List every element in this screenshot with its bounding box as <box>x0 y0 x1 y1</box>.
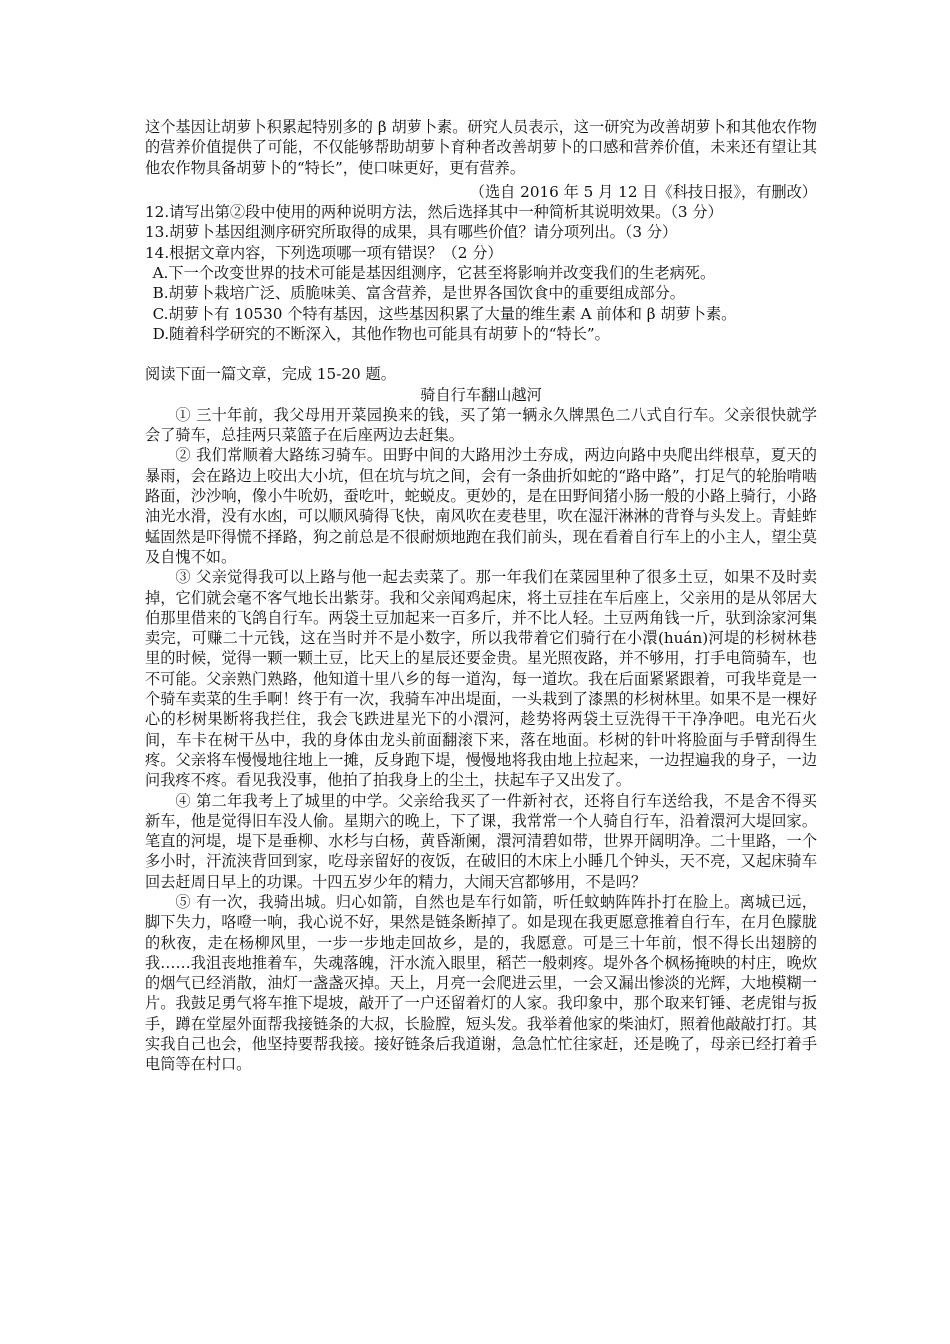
question-13: 13.胡萝卜基因组测序研究所取得的成果，具有哪些价值？请分项列出。（3 分） <box>145 223 678 242</box>
reading-paragraph-1: ① 三十年前，我父母用开菜园换来的钱，买了第一辆永久牌黑色二八式自行车。父亲很快就学会了骑车，总挂两只菜篮子在后座两边去赶集。 <box>145 405 817 445</box>
article-source: （选自 2016 年 5 月 12 日《科技日报》，有删改） <box>469 182 817 201</box>
question-14: 14.根据文章内容，下列选项哪一项有错误？（2 分） <box>145 243 503 262</box>
reading-title: 骑自行车翻山越河 <box>420 385 542 404</box>
reading-paragraph-5: ⑤ 有一次，我骑出城。归心如箭，自然也是车行如箭，听任蚊蚋阵阵扑打在脸上。离城已远，脚下失力，咯噔一响，我心说不好，果然是链条断掉了。如是现在我更愿意推着自行车，在月色朦胧的秋夜，走在杨柳风里，一步一步地走回故乡，是的，我愿意。可是三十年前，恨不得长出翅膀的我……我沮丧地推着车，失魂落魄，汗水流入眼里，稻芒一般刺疼。堤外各个枫杨掩映的村庄，晚炊的烟气已经消散，油灯一盏盏灭掉。天上，月亮一会爬进云里，一会又漏出惨淡的光辉，大地模糊一片。我鼓足勇气将车推下堤坡，敲开了一户还留着灯的人家。我印象中，那个取来钉锤、老虎钳与扳手，蹲在堂屋外面帮我接链条的大叔，长脸膛，短头发。我举着他家的柴油灯，照着他敲敲打打。其实我自己也会，他坚持要帮我接。接好链条后我道谢，急急忙忙往家赶，还是晚了，母亲已经打着手电筒等在村口。 <box>145 892 817 1074</box>
reading-paragraph-4: ④ 第二年我考上了城里的中学。父亲给我买了一件新衬衣，还将自行车送给我，不是舍不得买新车，他是觉得旧车没人偷。星期六的晚上，下了课，我常常一个人骑自行车，沿着澴河大堤回家。笔直的河堤，堤下是垂柳、水杉与白杨，黄昏渐阑，澴河清碧如带，世界开阔明净。二十里路，一个多小时，汗流浃背回到家，吃母亲留好的夜饭，在破旧的木床上小睡几个钟头，天不亮，又起床骑车回去赶周日早上的功课。十四五岁少年的精力，大闹天宫都够用，不是吗？ <box>145 791 817 891</box>
reading-paragraph-3: ③ 父亲觉得我可以上路与他一起去卖菜了。那一年我们在菜园里种了很多土豆，如果不及时卖掉，它们就会毫不客气地长出紫芽。我和父亲闻鸡起床，将土豆挂在车后座上，父亲用的是从邻居大伯那里借来的飞鸽自行车。两袋土豆加起来一百多斤，并不比人轻。土豆两角钱一斤，驮到涂家河集卖完，可赚二十元钱，这在当时并不是小数字，所以我带着它们骑行在小澴(huán)河堤的杉树林巷里的时候，觉得一颗一颗土豆，比天上的星辰还要金贵。星光照夜路，并不够用，打手电筒骑车，也不可能。父亲熟门熟路，他知道十里八乡的每一道沟，每一道坎。我在后面紧紧跟着，可我毕竟是一个骑车卖菜的生手啊！终于有一次，我骑车冲出堤面，一头栽到了漆黑的杉树林里。如果不是一棵好心的杉树果断将我拦住，我会飞跌进星光下的小澴河，趁势将两袋土豆洗得干干净净吧。电光石火间，车卡在树干丛中，我的身体由龙头前面翻滚下来，落在地面。杉树的针叶将脸面与手臂刮得生疼。父亲将车慢慢地往地上一摊，反身跑下堤，慢慢地将我由地上拉起来，一边捏遍我的身子，一边问我疼不疼。看见我没事，他拍了拍我身上的尘土，扶起车子又出发了。 <box>145 568 817 790</box>
reading-paragraph-2: ② 我们常顺着大路练习骑车。田野中间的大路用沙土夯成，两边向路中央爬出绊根草，夏天的暴雨，会在路边上咬出大小坑，但在坑与坑之间，会有一条曲折如蛇的“路中路”，打足气的轮胎啃啮路面，沙沙响，像小牛吮奶，蚕吃叶，蛇蜕皮。更妙的，是在田野间猪小肠一般的小路上骑行，小路油光水滑，没有水凼，可以顺风骑得飞快，南风吹在麦巷里，吹在湿汗淋淋的背脊与头发上。青蛙蚱蜢固然是吓得慌不择路，狗之前总是不很耐烦地跑在我们前头，现在看着自行车上的小主人，望尘莫及自愧不如。 <box>145 446 817 566</box>
option-d: D.随着科学研究的不断深入，其他作物也可能具有胡萝卜的“特长”。 <box>152 324 610 343</box>
option-c: C.胡萝卜有 10530 个特有基因，这些基因积累了大量的维生素 A 前体和 β 胡萝卜素。 <box>152 304 737 323</box>
document-page <box>145 117 817 1075</box>
option-a: A.下一个改变世界的技术可能是基因组测序，它甚至将影响并改变我们的生老病死。 <box>152 264 716 283</box>
section-gap <box>145 344 817 364</box>
reading-intro: 阅读下面一篇文章，完成 15-20 题。 <box>145 365 396 384</box>
question-12: 12.请写出第②段中使用的两种说明方法，然后选择其中一种简析其说明效果。（3 分） <box>145 203 723 222</box>
option-b: B.胡萝卜栽培广泛、质脆味美、富含营养，是世界各国饮食中的重要组成部分。 <box>152 284 685 303</box>
article-ending-paragraph: 这个基因让胡萝卜积累起特别多的 β 胡萝卜素。研究人员表示，这一研究为改善胡萝卜和其他农作物的营养价值提供了可能，不仅能够帮助胡萝卜育种者改善胡萝卜的口感和营养价值，未来还有望让其他农作物具备胡萝卜的“特长”，使口味更好，更有营养。 <box>145 118 817 177</box>
